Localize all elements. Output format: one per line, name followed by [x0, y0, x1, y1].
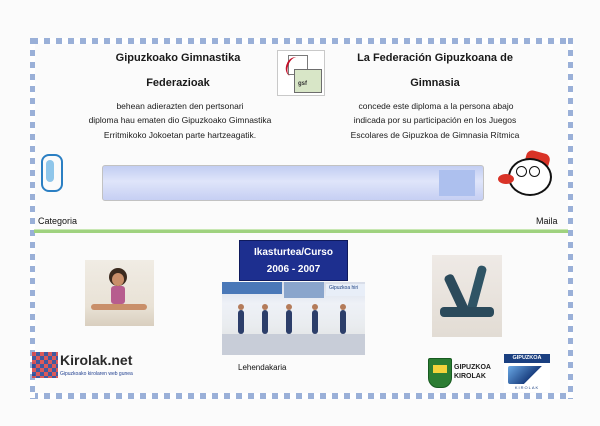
border-left	[30, 38, 35, 399]
mascot-icon	[496, 152, 556, 198]
right-body-line2: indicada por su participación en los Juegos	[353, 115, 517, 125]
course-label: Ikasturtea/Curso	[254, 247, 333, 258]
gipuzkoa-line1: GIPUZKOA	[454, 364, 491, 371]
photo-caption: Gipuzkoa hiri	[329, 285, 359, 291]
gymnastics-emblem-icon	[35, 152, 65, 192]
gipuzkoa-line2: KIROLAK	[454, 373, 486, 380]
gymnasts-group-photo	[222, 282, 365, 355]
green-divider	[34, 229, 568, 233]
level-label: Maila	[536, 216, 558, 226]
signature-label: Lehendakaria	[238, 363, 287, 372]
gipuzkoa-kirolak-logo	[428, 358, 502, 388]
right-body-line1: concede este diploma a la persona abajo	[358, 101, 514, 111]
border-right	[568, 38, 573, 399]
right-body-line3: Escolares de Gipuzkoa de Gimnasia Rítmica	[350, 130, 520, 140]
kirolak-dots-icon	[32, 352, 58, 378]
left-title-line1: Gipuzkoako Gimnastika	[115, 52, 241, 64]
category-label: Categoria	[38, 216, 78, 226]
right-title-line2: Gimnasia	[410, 77, 460, 89]
border-top	[32, 38, 572, 44]
gymnast-photo-left	[85, 260, 154, 326]
federation-logo	[277, 50, 325, 96]
gymnasts-pose-photo-right	[432, 255, 502, 337]
left-title-line2: Federazioak	[146, 77, 210, 89]
left-body-line2: diploma hau ematen dio Gipuzkoako Gimnastika	[88, 115, 272, 125]
course-years: 2006 - 2007	[266, 264, 321, 275]
left-body-line3: Erritmikoko Jokoetan parte hartzeagatik.	[103, 130, 257, 140]
logo-label: gsf	[298, 81, 307, 87]
border-bottom	[32, 393, 572, 399]
gipuzkoa-kirolak-logo-2	[504, 354, 550, 392]
gipuzkoa2-bottom: KIROLAK	[514, 385, 540, 390]
course-box	[239, 240, 348, 281]
left-body-line1: behean adierazten den pertsonari	[116, 101, 244, 111]
gipuzkoa2-top: GIPUZKOA	[504, 354, 550, 363]
kirolak-name: Kirolak.net	[60, 352, 133, 368]
kirolak-tagline: Gipuzkoako kirolaren web gunea	[60, 371, 133, 377]
right-title-line1: La Federación Gipuzkoana de	[357, 52, 513, 64]
kirolak-logo	[32, 350, 158, 384]
gipuzkoa-shield-icon	[428, 358, 452, 388]
wave-icon	[508, 366, 546, 384]
recipient-name-field	[102, 165, 484, 201]
